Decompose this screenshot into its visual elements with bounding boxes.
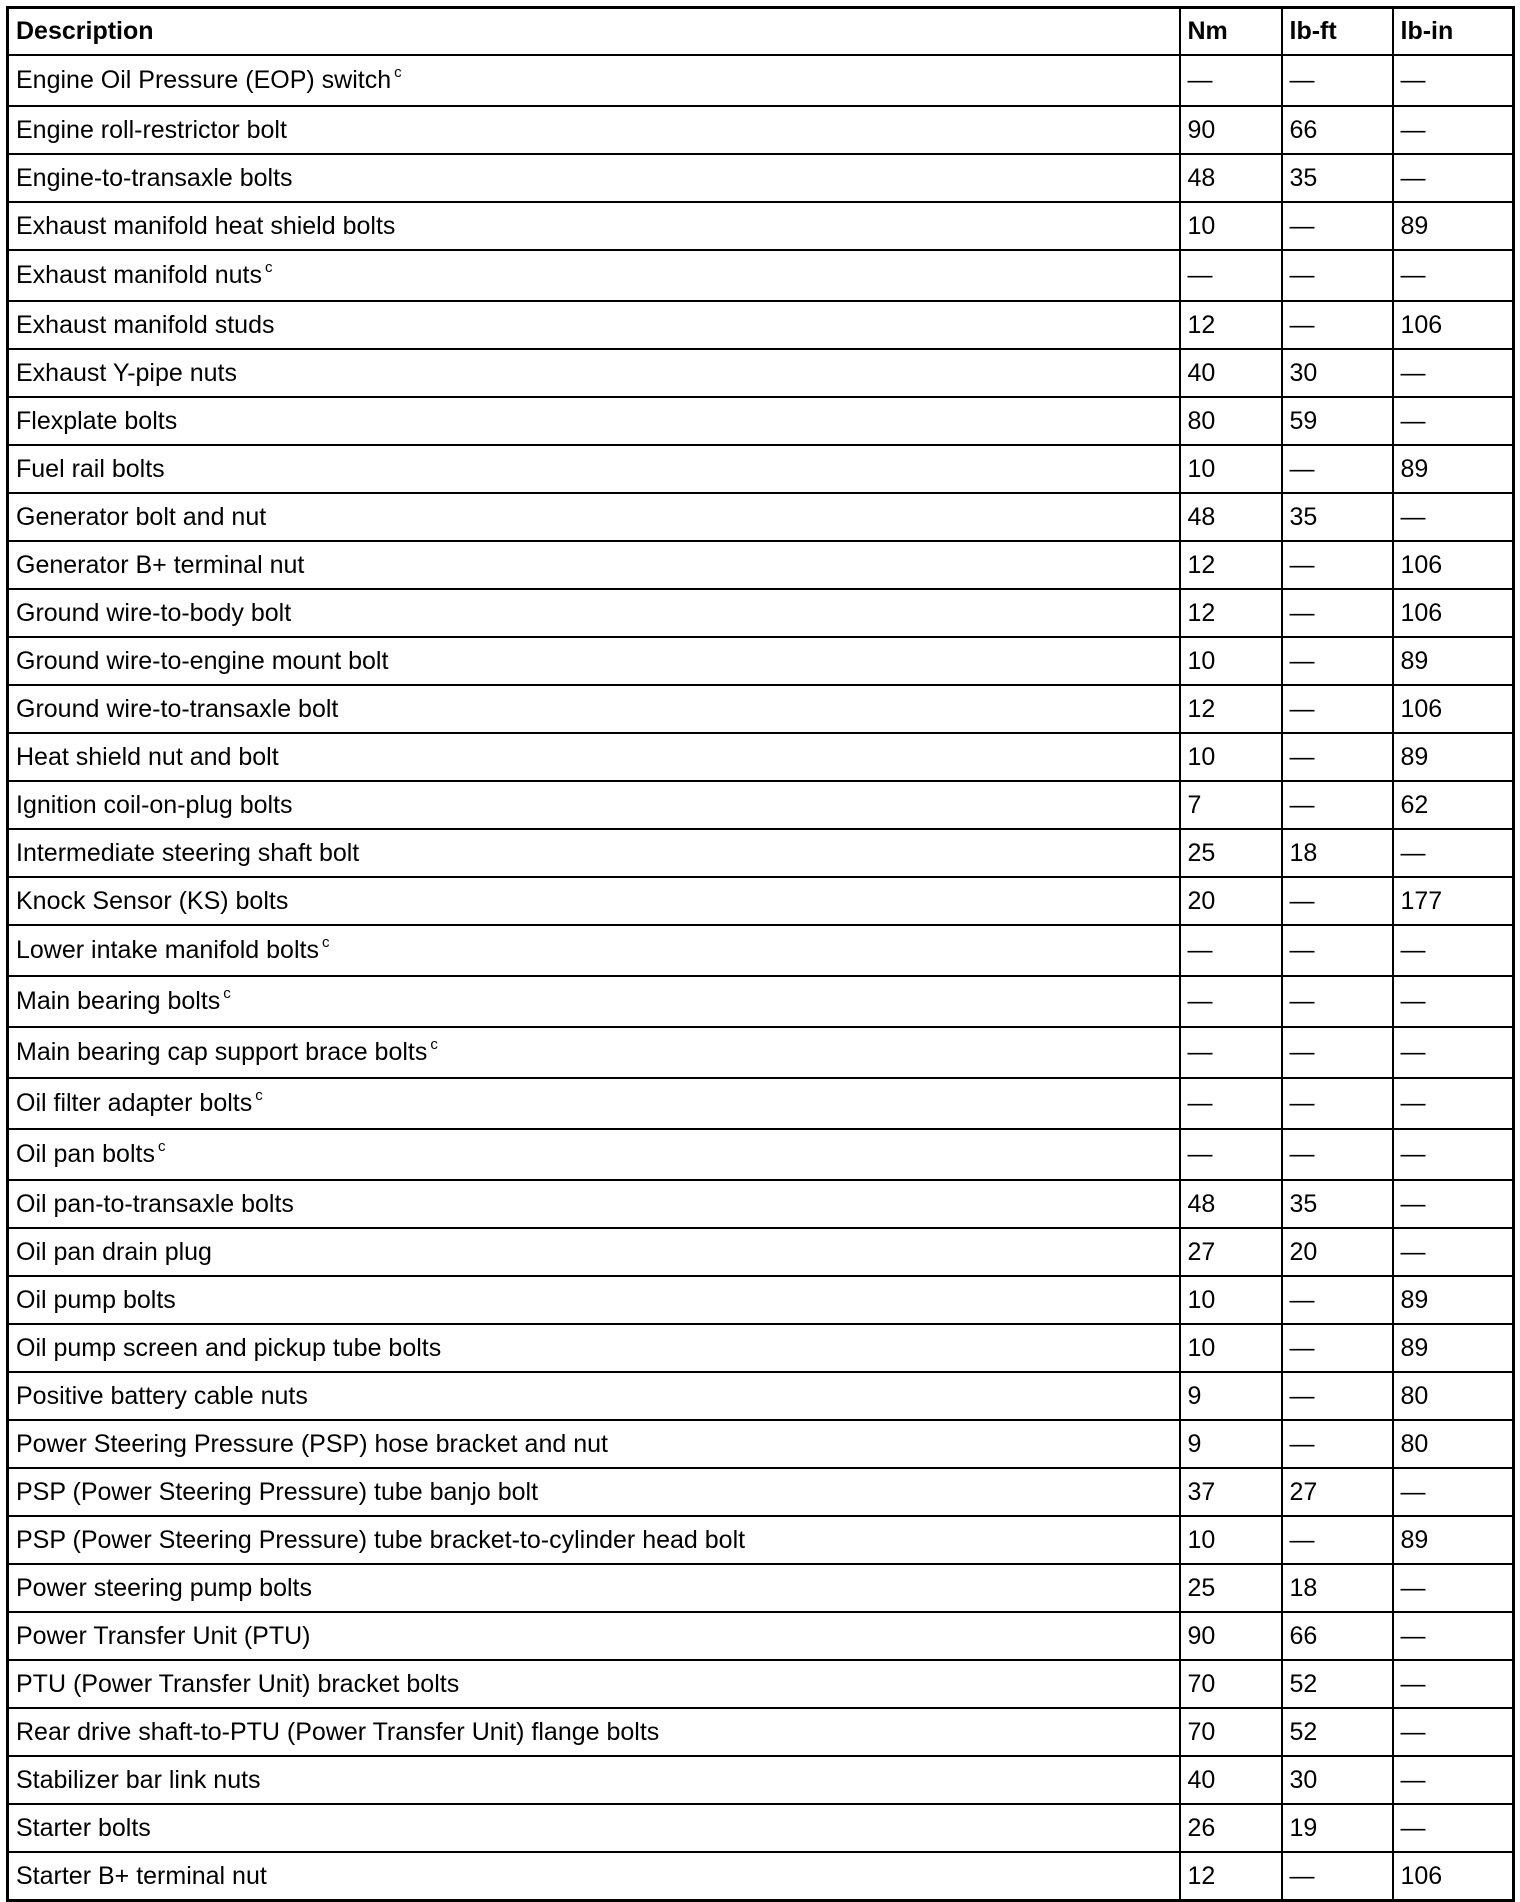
lbin-cell: 62	[1393, 781, 1514, 829]
table-row	[8, 637, 1514, 685]
lbin-cell: —	[1393, 1564, 1514, 1612]
lbin-cell: —	[1393, 1228, 1514, 1276]
lbft-cell: —	[1282, 925, 1393, 976]
footnote-marker: c	[223, 985, 231, 1002]
table-row	[8, 1660, 1514, 1708]
table-row	[8, 55, 1514, 106]
description-text: Exhaust manifold nuts	[16, 261, 262, 289]
description-text: Ground wire-to-engine mount bolt	[16, 646, 389, 675]
lbin-cell: —	[1393, 925, 1514, 976]
footnote-marker: c	[255, 1087, 263, 1104]
lbft-cell: —	[1282, 1372, 1393, 1420]
description-text: Oil pan drain plug	[16, 1237, 212, 1266]
table-row	[8, 1027, 1514, 1078]
header-lbin: lb-in	[1393, 8, 1514, 56]
nm-cell: 27	[1180, 1228, 1282, 1276]
lbft-cell: 18	[1282, 829, 1393, 877]
lbin-cell: 80	[1393, 1420, 1514, 1468]
nm-cell: —	[1180, 1027, 1282, 1078]
table-row	[8, 541, 1514, 589]
lbin-cell: 106	[1393, 1852, 1514, 1901]
description-cell	[8, 1804, 1180, 1852]
description-cell	[8, 1228, 1180, 1276]
table-row	[8, 877, 1514, 925]
lbft-cell: 18	[1282, 1564, 1393, 1612]
lbft-cell: —	[1282, 976, 1393, 1027]
description-text: Oil pump screen and pickup tube bolts	[16, 1333, 442, 1362]
description-text: Exhaust manifold heat shield bolts	[16, 211, 396, 240]
footnote-marker: c	[430, 1036, 438, 1053]
lbft-cell: —	[1282, 250, 1393, 301]
nm-cell: 48	[1180, 154, 1282, 202]
description-cell	[8, 976, 1180, 1027]
lbin-cell: —	[1393, 349, 1514, 397]
description-text: Oil pump bolts	[16, 1285, 176, 1314]
table-row	[8, 1516, 1514, 1564]
table-row	[8, 1708, 1514, 1756]
nm-cell: 48	[1180, 1180, 1282, 1228]
table-row	[8, 976, 1514, 1027]
table-row	[8, 1756, 1514, 1804]
lbin-cell: —	[1393, 1468, 1514, 1516]
description-cell	[8, 541, 1180, 589]
torque-table	[6, 6, 1515, 1902]
table-row	[8, 1804, 1514, 1852]
nm-cell: 12	[1180, 541, 1282, 589]
header-lbft: lb-ft	[1282, 8, 1393, 56]
nm-cell: —	[1180, 976, 1282, 1027]
lbft-cell: —	[1282, 1027, 1393, 1078]
description-text: Engine Oil Pressure (EOP) switch	[16, 66, 392, 94]
lbft-cell: 30	[1282, 1756, 1393, 1804]
description-cell	[8, 589, 1180, 637]
lbft-cell: —	[1282, 55, 1393, 106]
footnote-marker: c	[321, 934, 330, 951]
description-cell	[8, 925, 1180, 976]
description-cell	[8, 1027, 1180, 1078]
lbin-cell: 106	[1393, 301, 1514, 349]
lbft-cell: —	[1282, 637, 1393, 685]
table-row	[8, 1180, 1514, 1228]
lbin-cell: 106	[1393, 589, 1514, 637]
lbin-cell: —	[1393, 829, 1514, 877]
lbin-cell: —	[1393, 397, 1514, 445]
nm-cell: 25	[1180, 829, 1282, 877]
torque-spec-sheet	[6, 6, 1512, 1902]
description-text: Oil filter adapter bolts	[16, 1089, 253, 1117]
lbin-cell: —	[1393, 493, 1514, 541]
lbft-cell: —	[1282, 1420, 1393, 1468]
lbft-cell: 35	[1282, 154, 1393, 202]
description-text: PSP (Power Steering Pressure) tube banjo bolt	[16, 1477, 539, 1506]
nm-cell: 9	[1180, 1372, 1282, 1420]
description-cell	[8, 829, 1180, 877]
description-cell	[8, 301, 1180, 349]
description-cell	[8, 1660, 1180, 1708]
lbft-cell: 66	[1282, 1612, 1393, 1660]
nm-cell: 40	[1180, 349, 1282, 397]
lbin-cell: —	[1393, 976, 1514, 1027]
lbin-cell: 89	[1393, 1516, 1514, 1564]
table-row	[8, 1564, 1514, 1612]
table-row	[8, 202, 1514, 250]
table-row	[8, 781, 1514, 829]
lbin-cell: —	[1393, 154, 1514, 202]
nm-cell: 40	[1180, 1756, 1282, 1804]
table-row	[8, 589, 1514, 637]
nm-cell: —	[1180, 1078, 1282, 1129]
lbin-cell: 89	[1393, 733, 1514, 781]
footnote-marker: c	[394, 64, 402, 81]
description-text: Rear drive shaft-to-PTU (Power Transfer Unit) flange bolts	[16, 1717, 660, 1746]
table-header-row	[8, 8, 1514, 56]
description-text: Power Steering Pressure (PSP) hose bracket and nut	[16, 1429, 608, 1458]
nm-cell: 26	[1180, 1804, 1282, 1852]
lbin-cell: 80	[1393, 1372, 1514, 1420]
nm-cell: 12	[1180, 685, 1282, 733]
description-cell	[8, 1564, 1180, 1612]
table-row	[8, 1078, 1514, 1129]
description-cell	[8, 877, 1180, 925]
description-text: Main bearing bolts	[16, 987, 221, 1015]
nm-cell: 10	[1180, 1516, 1282, 1564]
lbft-cell: —	[1282, 1078, 1393, 1129]
description-text: Ignition coil-on-plug bolts	[16, 790, 293, 819]
description-text: Main bearing cap support brace bolts	[16, 1038, 428, 1066]
lbin-cell: —	[1393, 1129, 1514, 1180]
nm-cell: 70	[1180, 1660, 1282, 1708]
description-cell	[8, 349, 1180, 397]
lbft-cell: —	[1282, 1129, 1393, 1180]
table-row	[8, 1324, 1514, 1372]
description-cell	[8, 1276, 1180, 1324]
lbin-cell: —	[1393, 1180, 1514, 1228]
description-text: Intermediate steering shaft bolt	[16, 838, 360, 867]
description-text: Starter bolts	[16, 1813, 151, 1842]
description-cell	[8, 250, 1180, 301]
lbft-cell: 52	[1282, 1660, 1393, 1708]
description-cell	[8, 202, 1180, 250]
description-cell	[8, 1324, 1180, 1372]
table-row	[8, 1228, 1514, 1276]
table-row	[8, 301, 1514, 349]
nm-cell: 80	[1180, 397, 1282, 445]
table-row	[8, 685, 1514, 733]
description-cell	[8, 1612, 1180, 1660]
description-cell	[8, 1516, 1180, 1564]
table-row	[8, 829, 1514, 877]
lbft-cell: —	[1282, 877, 1393, 925]
nm-cell: 7	[1180, 781, 1282, 829]
lbin-cell: —	[1393, 106, 1514, 154]
lbin-cell: —	[1393, 55, 1514, 106]
description-text: Generator B+ terminal nut	[16, 550, 305, 579]
lbft-cell: —	[1282, 1852, 1393, 1901]
lbin-cell: 89	[1393, 637, 1514, 685]
description-cell	[8, 397, 1180, 445]
footnote-marker: c	[264, 259, 273, 276]
nm-cell: —	[1180, 1129, 1282, 1180]
table-row	[8, 397, 1514, 445]
table-row	[8, 1372, 1514, 1420]
lbin-cell: —	[1393, 1708, 1514, 1756]
description-text: Engine-to-transaxle bolts	[16, 163, 293, 192]
description-text: Flexplate bolts	[16, 406, 178, 435]
description-cell	[8, 733, 1180, 781]
lbft-cell: 30	[1282, 349, 1393, 397]
description-cell	[8, 154, 1180, 202]
table-row	[8, 154, 1514, 202]
lbft-cell: 20	[1282, 1228, 1393, 1276]
nm-cell: 10	[1180, 637, 1282, 685]
description-text: Power Transfer Unit (PTU)	[16, 1621, 311, 1650]
header-description: Description	[8, 8, 1180, 56]
description-cell	[8, 1180, 1180, 1228]
lbin-cell: —	[1393, 1027, 1514, 1078]
nm-cell: 70	[1180, 1708, 1282, 1756]
description-cell	[8, 781, 1180, 829]
table-row	[8, 493, 1514, 541]
description-cell	[8, 106, 1180, 154]
lbft-cell: —	[1282, 301, 1393, 349]
lbft-cell: —	[1282, 541, 1393, 589]
description-text: Knock Sensor (KS) bolts	[16, 886, 289, 915]
lbft-cell: 35	[1282, 1180, 1393, 1228]
nm-cell: 10	[1180, 733, 1282, 781]
description-cell	[8, 1708, 1180, 1756]
lbin-cell: 89	[1393, 202, 1514, 250]
table-row	[8, 445, 1514, 493]
description-text: Stabilizer bar link nuts	[16, 1765, 261, 1794]
lbft-cell: 59	[1282, 397, 1393, 445]
lbft-cell: —	[1282, 781, 1393, 829]
table-row	[8, 106, 1514, 154]
header-nm: Nm	[1180, 8, 1282, 56]
table-body	[8, 55, 1514, 1901]
description-cell	[8, 1468, 1180, 1516]
lbft-cell: —	[1282, 1276, 1393, 1324]
nm-cell: 25	[1180, 1564, 1282, 1612]
description-cell	[8, 55, 1180, 106]
description-text: Ground wire-to-transaxle bolt	[16, 694, 339, 723]
nm-cell: 90	[1180, 106, 1282, 154]
description-cell	[8, 1129, 1180, 1180]
nm-cell: 48	[1180, 493, 1282, 541]
description-text: Oil pan-to-transaxle bolts	[16, 1189, 294, 1218]
lbin-cell: —	[1393, 1612, 1514, 1660]
lbin-cell: 106	[1393, 685, 1514, 733]
lbft-cell: —	[1282, 685, 1393, 733]
nm-cell: 10	[1180, 202, 1282, 250]
description-text: Positive battery cable nuts	[16, 1381, 308, 1410]
nm-cell: 37	[1180, 1468, 1282, 1516]
lbin-cell: 89	[1393, 445, 1514, 493]
lbin-cell: 106	[1393, 541, 1514, 589]
description-cell	[8, 1420, 1180, 1468]
lbin-cell: —	[1393, 1660, 1514, 1708]
nm-cell: 10	[1180, 445, 1282, 493]
description-text: Oil pan bolts	[16, 1140, 155, 1168]
description-text: Ground wire-to-body bolt	[16, 598, 292, 627]
description-text: Lower intake manifold bolts	[16, 936, 319, 964]
description-text: PSP (Power Steering Pressure) tube bracket-to-cylinder head bolt	[16, 1525, 746, 1554]
lbft-cell: 19	[1282, 1804, 1393, 1852]
lbin-cell: 177	[1393, 877, 1514, 925]
lbft-cell: 66	[1282, 106, 1393, 154]
lbin-cell: —	[1393, 1078, 1514, 1129]
lbft-cell: —	[1282, 202, 1393, 250]
description-text: Fuel rail bolts	[16, 454, 165, 483]
table-row	[8, 925, 1514, 976]
nm-cell: —	[1180, 250, 1282, 301]
description-text: Power steering pump bolts	[16, 1573, 312, 1602]
description-text: Exhaust manifold studs	[16, 310, 275, 339]
nm-cell: —	[1180, 925, 1282, 976]
description-cell	[8, 1372, 1180, 1420]
lbin-cell: 89	[1393, 1276, 1514, 1324]
table-row	[8, 1129, 1514, 1180]
description-text: Engine roll-restrictor bolt	[16, 115, 287, 144]
table-row	[8, 1420, 1514, 1468]
lbft-cell: —	[1282, 733, 1393, 781]
lbft-cell: 52	[1282, 1708, 1393, 1756]
lbft-cell: —	[1282, 1516, 1393, 1564]
description-cell	[8, 1756, 1180, 1804]
nm-cell: —	[1180, 55, 1282, 106]
lbin-cell: —	[1393, 250, 1514, 301]
nm-cell: 12	[1180, 1852, 1282, 1901]
description-cell	[8, 1852, 1180, 1901]
description-text: Heat shield nut and bolt	[16, 742, 279, 771]
footnote-marker: c	[157, 1138, 166, 1155]
lbft-cell: —	[1282, 445, 1393, 493]
table-row	[8, 250, 1514, 301]
lbft-cell: 27	[1282, 1468, 1393, 1516]
description-text: Starter B+ terminal nut	[16, 1861, 267, 1890]
description-text: PTU (Power Transfer Unit) bracket bolts	[16, 1669, 460, 1698]
table-row	[8, 1276, 1514, 1324]
nm-cell: 12	[1180, 589, 1282, 637]
table-row	[8, 1468, 1514, 1516]
description-text: Exhaust Y-pipe nuts	[16, 358, 237, 387]
description-cell	[8, 493, 1180, 541]
lbin-cell: —	[1393, 1756, 1514, 1804]
description-text: Generator bolt and nut	[16, 502, 267, 531]
description-cell	[8, 685, 1180, 733]
nm-cell: 90	[1180, 1612, 1282, 1660]
table-row	[8, 1852, 1514, 1901]
lbft-cell: 35	[1282, 493, 1393, 541]
table-row	[8, 349, 1514, 397]
nm-cell: 10	[1180, 1276, 1282, 1324]
lbin-cell: —	[1393, 1804, 1514, 1852]
description-cell	[8, 445, 1180, 493]
nm-cell: 9	[1180, 1420, 1282, 1468]
nm-cell: 20	[1180, 877, 1282, 925]
description-cell	[8, 1078, 1180, 1129]
lbin-cell: 89	[1393, 1324, 1514, 1372]
lbft-cell: —	[1282, 589, 1393, 637]
lbft-cell: —	[1282, 1324, 1393, 1372]
table-row	[8, 1612, 1514, 1660]
description-cell	[8, 637, 1180, 685]
nm-cell: 10	[1180, 1324, 1282, 1372]
table-row	[8, 733, 1514, 781]
nm-cell: 12	[1180, 301, 1282, 349]
